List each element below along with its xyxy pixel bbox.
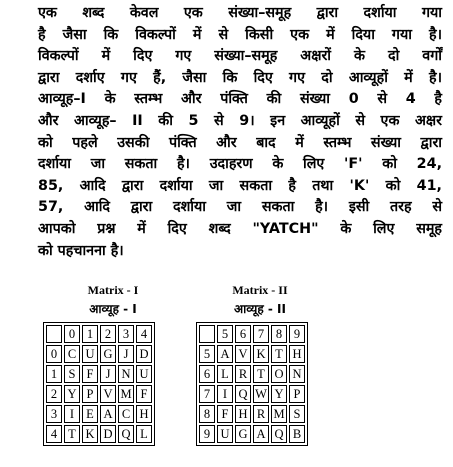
matrix1-cell: A xyxy=(100,405,116,423)
paragraph-line: आव्यूह–I के स्तम्भ और पंक्ति की संख्या 0 से 4 है xyxy=(38,91,442,108)
matrix2-cell: Y xyxy=(271,385,287,403)
matrix1-cell: P xyxy=(82,385,98,403)
matrix2-cell: G xyxy=(235,425,251,443)
matrix1-cell: J xyxy=(118,345,134,363)
paragraph-line: द्वारा दर्शाए गए हैं, जैसा कि दिए गए दो आव्यूहों में है। xyxy=(38,69,442,86)
matrix2-corner-cell xyxy=(199,325,215,343)
matrix2-row xyxy=(199,405,305,423)
matrix2-cell: K xyxy=(253,345,269,363)
matrix1-row xyxy=(46,405,152,423)
matrix2-cell: V xyxy=(235,345,251,363)
matrix1-cell: S xyxy=(64,365,80,383)
paragraph-line: और आव्यूह– II की 5 से 9। इन आव्यूहों से एक अक्षर xyxy=(38,112,442,129)
matrix2-table xyxy=(196,322,308,446)
matrix2-row-header: 8 xyxy=(199,405,215,423)
matrix1-cell: K xyxy=(82,425,98,443)
matrix1-cell: J xyxy=(100,365,116,383)
matrix1-col-header: 0 xyxy=(64,325,80,343)
paragraph-line: 85, आदि द्वारा दर्शाया जा सकता है तथा 'K' को 41, xyxy=(38,177,442,194)
matrix2-cell: Q xyxy=(271,425,287,443)
matrix2-cell: U xyxy=(217,425,233,443)
matrix1-cell: L xyxy=(136,425,152,443)
matrix2-cell: I xyxy=(217,385,233,403)
matrix2-cell: P xyxy=(289,385,305,403)
matrix1-cell: H xyxy=(136,405,152,423)
matrix2-col-header: 8 xyxy=(271,325,287,343)
matrix1-row-header: 1 xyxy=(46,365,62,383)
matrix1-cell: G xyxy=(100,345,116,363)
paragraph-line: को पहचानना है। xyxy=(38,242,124,259)
matrix2-row xyxy=(199,385,305,403)
matrix2-cell: W xyxy=(253,385,269,403)
matrix1-cell: C xyxy=(118,405,134,423)
matrix1-subtitle: आव्यूह - I xyxy=(89,302,137,316)
matrix1-col-header: 2 xyxy=(100,325,116,343)
matrix1-cell: U xyxy=(136,365,152,383)
matrix1-row xyxy=(46,365,152,383)
matrix1-cell: D xyxy=(136,345,152,363)
matrix2-row xyxy=(199,345,305,363)
matrix2-cell: O xyxy=(271,365,287,383)
matrix2-col-header: 6 xyxy=(235,325,251,343)
matrix1-title: Matrix - I xyxy=(87,283,139,297)
matrix1-col-header: 4 xyxy=(136,325,152,343)
matrix2-col-header: 7 xyxy=(253,325,269,343)
matrix1-cell: M xyxy=(118,385,134,403)
matrix1-col-header: 1 xyxy=(82,325,98,343)
matrix2-cell: A xyxy=(253,425,269,443)
matrix1-row xyxy=(46,345,152,363)
matrix1-cell: U xyxy=(82,345,98,363)
matrix1-cell: E xyxy=(82,405,98,423)
matrix2-cell: T xyxy=(253,365,269,383)
matrix1-row-header: 2 xyxy=(46,385,62,403)
matrix2-cell: Q xyxy=(235,385,251,403)
matrix1-row-header: 0 xyxy=(46,345,62,363)
matrix2-header-row xyxy=(199,325,305,343)
matrix2-cell: S xyxy=(289,405,305,423)
matrix2-cell: H xyxy=(289,345,305,363)
matrix1-cell: F xyxy=(136,385,152,403)
matrix2-title: Matrix - II xyxy=(232,283,288,297)
paragraph-line: को पहले उसकी पंक्ति और बाद में स्तम्भ संख्या द्वारा xyxy=(38,134,442,151)
matrix2-cell: M xyxy=(271,405,287,423)
matrix1-row-header: 4 xyxy=(46,425,62,443)
matrix2-cell: T xyxy=(271,345,287,363)
matrix2-row xyxy=(199,365,305,383)
matrix2-row-header: 6 xyxy=(199,365,215,383)
question-paragraph xyxy=(38,3,442,262)
matrix2-row xyxy=(199,425,305,443)
matrix2-cell: H xyxy=(235,405,251,423)
matrix1-corner-cell xyxy=(46,325,62,343)
matrix2-cell: L xyxy=(217,365,233,383)
matrix1-cell: C xyxy=(64,345,80,363)
matrix1-row-header: 3 xyxy=(46,405,62,423)
matrix1-col-header: 3 xyxy=(118,325,134,343)
matrix2-cell: N xyxy=(289,365,305,383)
paragraph-line: दर्शाया जा सकता है। उदाहरण के लिए 'F' को 24, xyxy=(38,156,442,173)
paragraph-line: एक शब्द केवल एक संख्या–समूह द्वारा दर्शाया गया xyxy=(38,5,442,21)
matrix2-cell: A xyxy=(217,345,233,363)
paragraph-line: विकल्पों में दिए गए संख्या–समूह अक्षरों के दो वर्गों xyxy=(38,48,442,65)
matrix1-cell: F xyxy=(82,365,98,383)
matrix2-row-header: 9 xyxy=(199,425,215,443)
matrix2-col-header: 5 xyxy=(217,325,233,343)
matrix1-cell: D xyxy=(100,425,116,443)
matrix2-cell: R xyxy=(253,405,269,423)
matrix2-col-header: 9 xyxy=(289,325,305,343)
matrix2-row-header: 7 xyxy=(199,385,215,403)
paragraph-line: 57, आदि द्वारा दर्शाया जा सकता है। इसी तरह से xyxy=(38,199,442,216)
matrix2-subtitle: आव्यूह - II xyxy=(234,302,286,316)
matrix2-cell: B xyxy=(289,425,305,443)
matrix1-cell: T xyxy=(64,425,80,443)
matrix1-header-row xyxy=(46,325,152,343)
matrix2-cell: F xyxy=(217,405,233,423)
matrix1-cell: Q xyxy=(118,425,134,443)
matrix1-cell: V xyxy=(100,385,116,403)
matrix2-cell: R xyxy=(235,365,251,383)
paragraph-line: है जैसा कि विकल्पों में से किसी एक में दिया गया है। xyxy=(38,26,442,43)
matrix2-row-header: 5 xyxy=(199,345,215,363)
matrix1-row xyxy=(46,425,152,443)
matrix1-cell: I xyxy=(64,405,80,423)
matrix1-table xyxy=(43,322,155,446)
matrix1-cell: Y xyxy=(64,385,80,403)
matrix1-cell: N xyxy=(118,365,134,383)
paragraph-line: आपको प्रश्न में दिए शब्द "YATCH" के लिए समूह xyxy=(38,220,442,237)
matrix1-row xyxy=(46,385,152,403)
